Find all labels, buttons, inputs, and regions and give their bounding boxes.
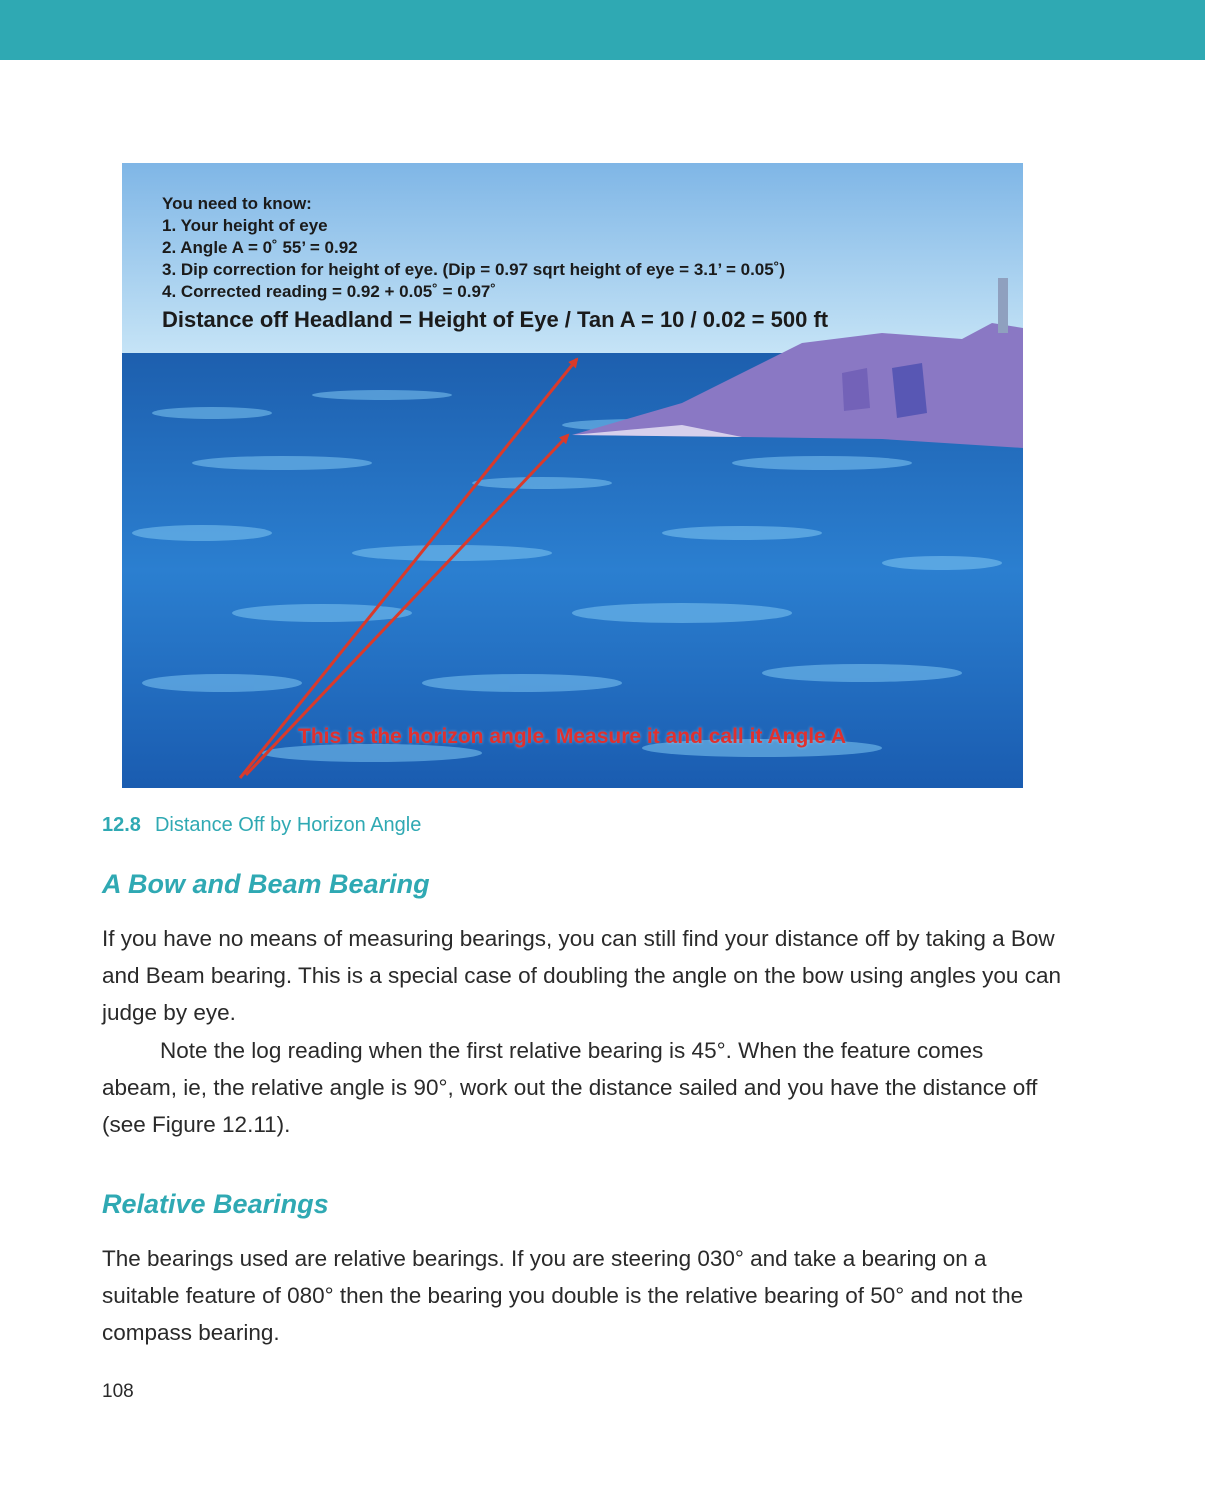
know-item-1: 1. Your height of eye <box>162 216 328 235</box>
figure-caption <box>102 814 421 837</box>
page-number: 108 <box>102 1381 134 1402</box>
figure-notes <box>162 193 828 334</box>
horizon-angle-figure <box>122 163 1023 788</box>
section-heading-relative-bearings: Relative Bearings <box>102 1189 329 1219</box>
distance-formula: Distance off Headland = Height of Eye / Tan A = 10 / 0.02 = 500 ft <box>162 307 829 332</box>
paragraph: The bearings used are relative bearings. If you are steering 030° and take a bearing on a suitable feature of 080° then the bearing you double is the relative bearing of 50° and not the compass bearing. <box>102 1246 1024 1345</box>
know-item-3: 3. Dip correction for height of eye. (Dip = 0.97 sqrt height of eye = 3.1’ = 0.05˚) <box>162 260 786 279</box>
know-item-2: 2. Angle A = 0˚ 55’ = 0.92 <box>162 238 358 257</box>
know-item-4: 4. Corrected reading = 0.92 + 0.05˚ = 0.97˚ <box>162 282 497 301</box>
header-band <box>0 0 1205 60</box>
horizon-angle-note: This is the horizon angle. Measure it and call it Angle A <box>298 725 847 748</box>
know-heading: You need to know: <box>162 194 312 213</box>
paragraph: Note the log reading when the first relative bearing is 45°. When the feature comes abeam, ie, the relative angle is 90°, work out the distance sailed and you have the distance off (see Figure 12.11). <box>102 1038 1038 1137</box>
section-heading-bow-beam: A Bow and Beam Bearing <box>102 869 430 899</box>
paragraph: If you have no means of measuring bearings, you can still find your distance off by taking a Bow and Beam bearing. This is a special case of doubling the angle on the bow using angles you can judge by eye. <box>102 926 1061 1025</box>
figure-number: 12.8 <box>102 814 141 836</box>
figure-title: Distance Off by Horizon Angle <box>154 814 422 836</box>
